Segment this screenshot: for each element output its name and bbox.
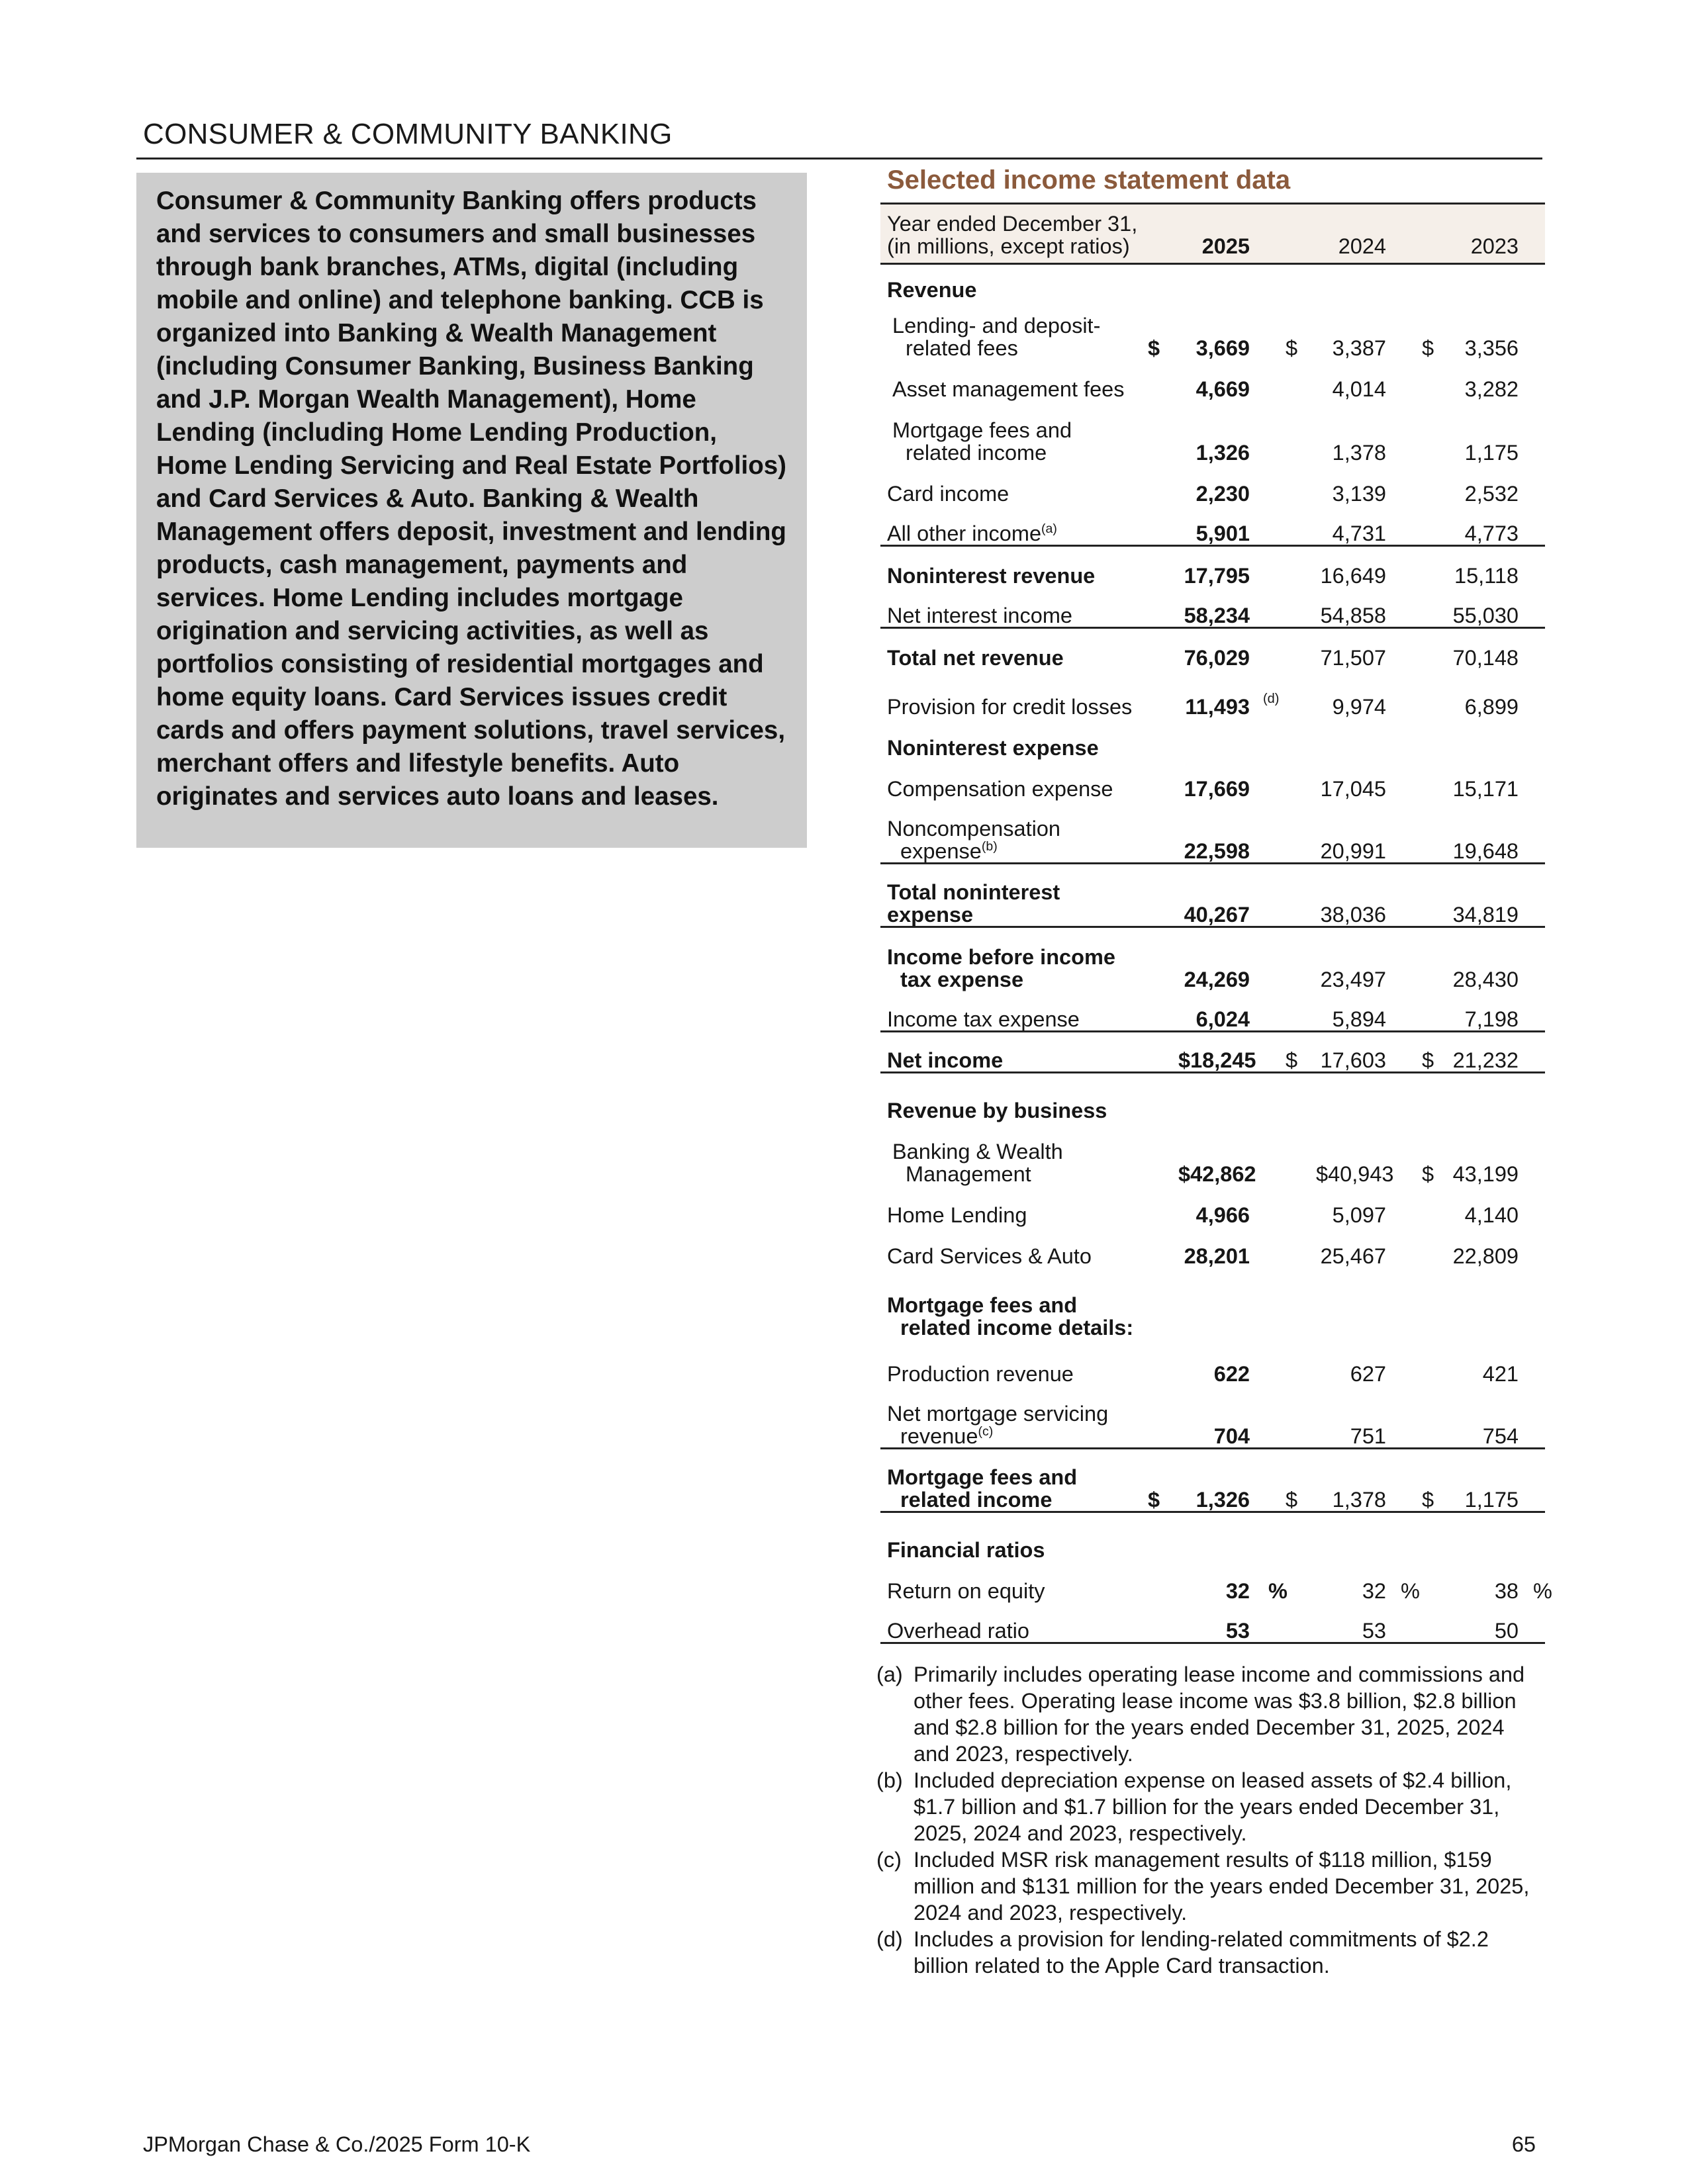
footnote xyxy=(876,1926,1545,1979)
value-2024: 3,387 xyxy=(1332,336,1386,360)
row-label: Lending- and deposit- related fees xyxy=(892,313,1101,360)
percent-sign: % xyxy=(1533,1578,1552,1603)
row-label: Total noninterest expense xyxy=(880,864,1145,927)
table-title: Selected income statement data xyxy=(887,165,1291,195)
table-row xyxy=(880,587,1545,628)
table-row xyxy=(880,264,1545,301)
footnote-ref: (a) xyxy=(1041,522,1057,537)
footnotes xyxy=(876,1661,1545,1979)
footnote-key: (d) xyxy=(876,1927,903,1951)
value-2025: 6,024 xyxy=(1196,1007,1250,1031)
value-2024: 25,467 xyxy=(1320,1244,1386,1268)
currency-symbol: $ xyxy=(1419,1449,1452,1512)
value-2025: 2,230 xyxy=(1196,481,1250,506)
segment-summary-text: Consumer & Community Banking offers products and services to consumers and small businesses through bank branches, ATMs, digital (including mobile and online) and telephone banking. CCB is organized into Banking & Wealth Management (including Consumer Banking, Business Banking and J.P. Morgan Wealth Management), Home Lending (including Home Lending Production, Home Lending Servicing and Real Estate Portfolios) and Card Services & Auto. Banking & Wealth Management offers deposit, investment and lending products, cash management, payments and services. Home Lending includes mortgage origination and servicing activities, as well as portfolios consisting of residential mortgages and home equity loans. Card Services issues credit cards and offers payment solutions, travel services, merchant offers and lifestyle benefits. Auto originates and services auto loans and leases. xyxy=(156,187,786,811)
value-2023: 28,430 xyxy=(1452,927,1519,991)
page-footer-title: JPMorgan Chase & Co./2025 Form 10-K xyxy=(143,2132,531,2156)
value-2023: 19,648 xyxy=(1452,839,1519,863)
value-2024: 17,603 xyxy=(1316,1032,1386,1073)
value-2023: 21,232 xyxy=(1452,1032,1519,1073)
segment-summary-box xyxy=(136,173,807,848)
table-row xyxy=(880,1267,1545,1339)
footnote xyxy=(876,1661,1545,1767)
financial-ratios-heading: Financial ratios xyxy=(887,1537,1045,1562)
value-2025: 17,795 xyxy=(1178,546,1250,587)
row-label: Banking & Wealth Management xyxy=(892,1139,1063,1186)
value-2025: 11,493 xyxy=(1185,694,1250,719)
table-row xyxy=(880,669,1545,718)
value-2024: 9,974 xyxy=(1332,694,1386,719)
row-label: Income tax expense xyxy=(887,1007,1080,1031)
row-label: Compensation expense xyxy=(887,776,1113,801)
value-2024: 54,858 xyxy=(1320,604,1386,627)
table-row xyxy=(880,1226,1545,1267)
value-2025: 4,966 xyxy=(1196,1203,1250,1227)
value-2024: 71,507 xyxy=(1316,628,1386,669)
footnote-text: Includes a provision for lending-related commitments of $2.2 billion related to the Apple Card transaction. xyxy=(914,1927,1489,1978)
value-2024: 1,378 xyxy=(1332,440,1386,465)
footnote-key: (a) xyxy=(876,1662,903,1686)
value-2023: 55,030 xyxy=(1452,604,1519,627)
value-2025: $18,245 xyxy=(1178,1032,1250,1073)
value-2023: 70,148 xyxy=(1452,628,1519,669)
value-2023: 1,175 xyxy=(1464,440,1519,465)
currency-symbol: $ xyxy=(1422,336,1434,360)
footnote xyxy=(876,1846,1545,1926)
header-2023: 2023 xyxy=(1452,204,1519,264)
value-2023: 7,198 xyxy=(1464,1007,1519,1031)
value-2023: 4,773 xyxy=(1464,522,1519,545)
currency-symbol: $ xyxy=(1422,1161,1434,1186)
footnote-ref: (d) xyxy=(1263,691,1280,706)
row-label: Noninterest revenue xyxy=(880,546,1145,587)
header-label xyxy=(880,204,1145,264)
value-2024: 53 xyxy=(1316,1602,1386,1643)
value-2024: 1,378 xyxy=(1316,1449,1386,1512)
value-2023: 15,171 xyxy=(1452,776,1519,801)
table-row xyxy=(880,1032,1545,1073)
noninterest-expense-heading: Noninterest expense xyxy=(887,735,1099,760)
table-row xyxy=(880,759,1545,800)
value-2025: 40,267 xyxy=(1178,864,1250,927)
row-label: Net income xyxy=(880,1032,1145,1073)
row-label: Overhead ratio xyxy=(880,1602,1145,1643)
value-2023: 50 xyxy=(1452,1602,1519,1643)
row-label: Return on equity xyxy=(887,1578,1045,1603)
value-2025: 32 xyxy=(1225,1578,1250,1603)
value-2024: 38,036 xyxy=(1316,864,1386,927)
currency-symbol: $ xyxy=(1148,336,1160,360)
currency-symbol: $ xyxy=(1419,1032,1452,1073)
value-2023: 34,819 xyxy=(1452,864,1519,927)
table-row xyxy=(880,505,1545,546)
footnote-ref: (c) xyxy=(978,1424,994,1439)
value-2024: 3,139 xyxy=(1332,481,1386,506)
table-row xyxy=(880,927,1545,991)
row-label: Production revenue xyxy=(887,1361,1074,1386)
value-2025: 5,901 xyxy=(1196,522,1250,545)
row-label: All other income$^{(a)}$ xyxy=(887,522,1057,545)
value-2024: 5,894 xyxy=(1332,1007,1386,1031)
currency-symbol: $ xyxy=(1145,1449,1178,1512)
header-2024: 2024 xyxy=(1316,204,1386,264)
value-2023: 2,532 xyxy=(1464,481,1519,506)
table-row xyxy=(880,301,1545,359)
value-2025: 17,669 xyxy=(1184,776,1250,801)
value-2024: 23,497 xyxy=(1316,927,1386,991)
value-2025: 622 xyxy=(1213,1361,1250,1386)
value-2025: 4,669 xyxy=(1196,377,1250,401)
row-label: Net interest income xyxy=(887,604,1072,627)
table-row xyxy=(880,464,1545,505)
value-2025: 1,326 xyxy=(1178,1449,1250,1512)
title-rule xyxy=(136,158,1542,159)
row-label: Card income xyxy=(887,481,1009,506)
value-2023: 421 xyxy=(1482,1361,1519,1386)
revenue-heading: Revenue xyxy=(887,277,977,302)
section-title: CONSUMER & COMMUNITY BANKING xyxy=(143,118,673,150)
footnote-key: (b) xyxy=(876,1768,903,1792)
table-row xyxy=(880,864,1545,927)
footnote-ref: (b) xyxy=(981,839,998,854)
table-row xyxy=(880,546,1545,587)
table-row xyxy=(880,1185,1545,1226)
header-2025: 2025 xyxy=(1178,204,1250,264)
table-row xyxy=(880,1602,1545,1643)
value-2023: 22,809 xyxy=(1452,1244,1519,1268)
value-2025: 1,326 xyxy=(1196,440,1250,465)
header-line-1: Year ended December 31, xyxy=(887,212,1138,236)
value-2023: 15,118 xyxy=(1452,546,1519,587)
revenue-by-business-heading: Revenue by business xyxy=(887,1098,1107,1122)
footnote xyxy=(876,1767,1545,1846)
header-line-2: (in millions, except ratios) xyxy=(887,234,1130,258)
value-2023: 1,175 xyxy=(1452,1449,1519,1512)
value-2023: 43,199 xyxy=(1452,1161,1519,1186)
value-2024: 32 xyxy=(1362,1578,1386,1603)
row-label: Mortgage fees and related income xyxy=(892,418,1072,465)
value-2025: 704 xyxy=(1213,1424,1250,1448)
value-2024: 751 xyxy=(1350,1424,1386,1448)
value-2023: 754 xyxy=(1482,1424,1519,1448)
value-2024: 16,649 xyxy=(1316,546,1386,587)
value-2025: 28,201 xyxy=(1184,1244,1250,1268)
value-2024: 5,097 xyxy=(1332,1203,1386,1227)
value-2025: 58,234 xyxy=(1184,604,1250,627)
page-number: 65 xyxy=(1511,2132,1536,2156)
table-row xyxy=(880,800,1545,864)
value-2025: $42,862 xyxy=(1178,1161,1256,1186)
value-2024: 4,014 xyxy=(1332,377,1386,401)
table-row xyxy=(880,1073,1545,1122)
currency-symbol: $ xyxy=(1286,336,1298,360)
footnote-text: Included depreciation expense on leased assets of $2.4 billion, $1.7 billion and $1.7 billion for the years ended December 31, 2025, 2024 and 2023, respectively. xyxy=(914,1768,1512,1845)
table-row xyxy=(880,1449,1545,1512)
footnote-text: Primarily includes operating lease income and commissions and other fees. Operating lease income was $3.8 billion, $2.8 billion and $2.8 billion for the years ended December 31, 2025, 2024 and 2023, respectively. xyxy=(914,1662,1525,1766)
table-row xyxy=(880,1339,1545,1385)
value-2023: 6,899 xyxy=(1464,694,1519,719)
value-2024: 17,045 xyxy=(1320,776,1386,801)
row-label: Provision for credit losses xyxy=(887,694,1133,719)
value-2025: 3,669 xyxy=(1196,336,1250,360)
table-row xyxy=(880,718,1545,759)
row-label: Asset management fees xyxy=(892,377,1125,401)
table-row xyxy=(880,1561,1545,1602)
currency-symbol: $ xyxy=(1283,1449,1316,1512)
table-row xyxy=(880,1512,1545,1561)
table-row xyxy=(880,400,1545,464)
table-header-row xyxy=(880,204,1545,264)
table-row xyxy=(880,1385,1545,1449)
table-row xyxy=(880,628,1545,669)
value-2023: 3,356 xyxy=(1464,336,1519,360)
value-2025: 24,269 xyxy=(1178,927,1250,991)
value-2023: 38 xyxy=(1494,1578,1519,1603)
value-2024: 4,731 xyxy=(1332,522,1386,545)
table-row xyxy=(880,1122,1545,1185)
value-2023: 4,140 xyxy=(1464,1203,1519,1227)
table-row xyxy=(880,991,1545,1032)
table-row xyxy=(880,359,1545,400)
row-label: Income before income tax expense xyxy=(880,927,1145,991)
row-label: Total net revenue xyxy=(880,628,1145,669)
value-2024: 20,991 xyxy=(1320,839,1386,863)
currency-symbol: $ xyxy=(1283,1032,1316,1073)
footnote-key: (c) xyxy=(876,1848,902,1872)
value-2025: 22,598 xyxy=(1184,839,1250,863)
percent-sign: % xyxy=(1401,1578,1420,1603)
mortgage-details-heading: Mortgage fees and related income details: xyxy=(887,1293,1134,1340)
value-2025: 76,029 xyxy=(1178,628,1250,669)
footnote-text: Included MSR risk management results of $118 million, $159 million and $131 million for the years ended December 31, 2025, 2024 and 2023, respectively. xyxy=(914,1848,1530,1925)
value-2025: 53 xyxy=(1178,1602,1250,1643)
percent-sign: % xyxy=(1268,1578,1288,1603)
row-label: Home Lending xyxy=(887,1203,1027,1227)
value-2023: 3,282 xyxy=(1464,377,1519,401)
row-label: Card Services & Auto xyxy=(887,1244,1092,1268)
row-label: Mortgage fees and related income xyxy=(880,1449,1145,1512)
row-label: Net mortgage servicing revenue$^{(c)}$ xyxy=(887,1402,1109,1448)
value-2024: $40,943 xyxy=(1316,1161,1394,1186)
income-statement-table xyxy=(880,203,1552,1644)
row-label: Noncompensation expense$^{(b)}$ xyxy=(887,817,1060,863)
value-2024: 627 xyxy=(1350,1361,1386,1386)
